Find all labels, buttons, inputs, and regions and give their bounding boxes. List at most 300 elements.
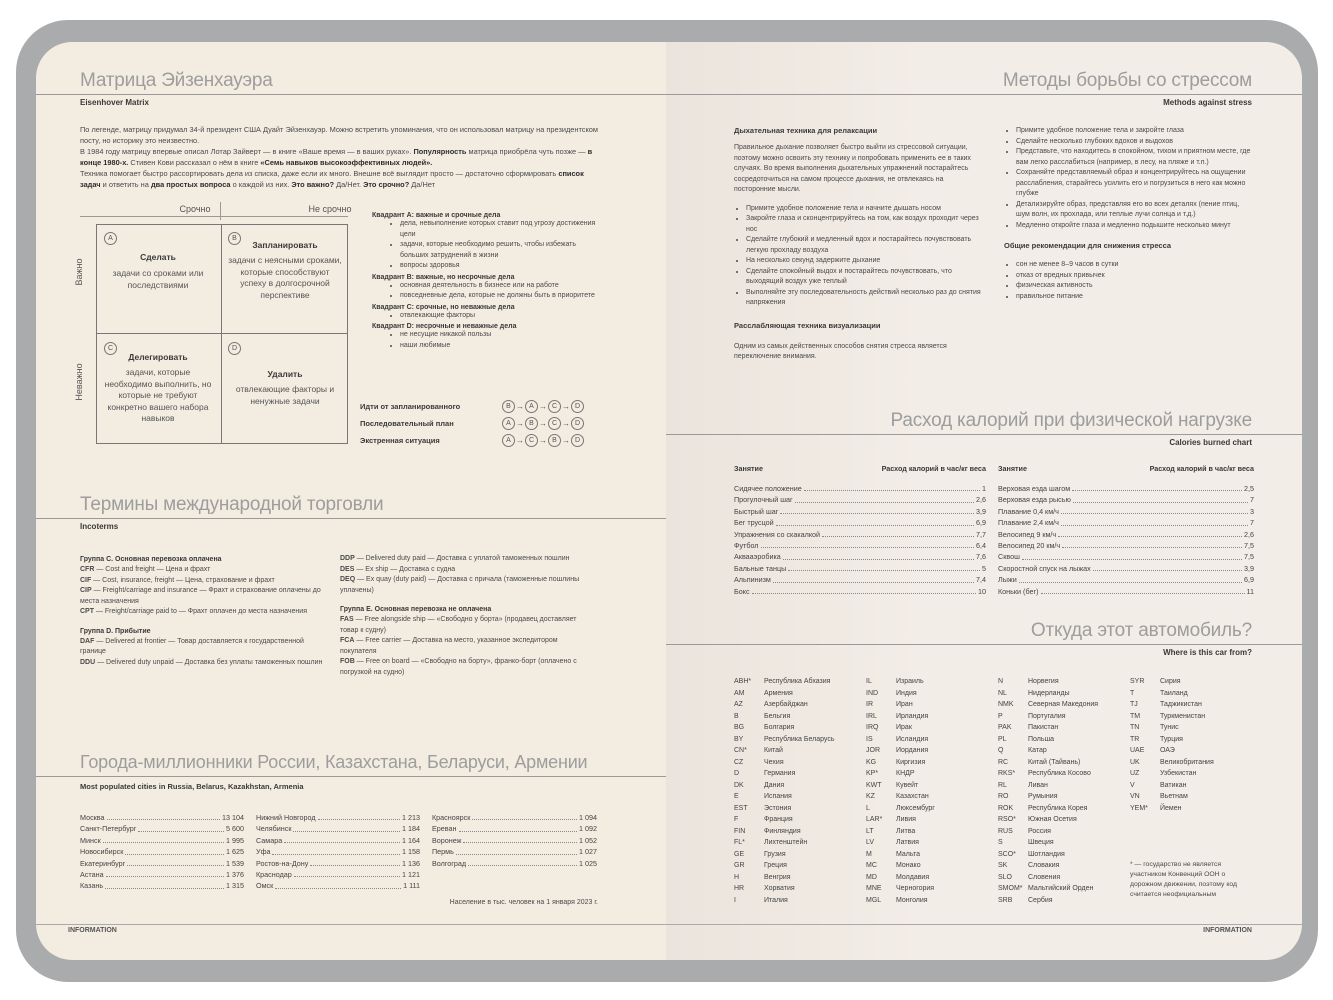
breath-steps [734,204,984,309]
country-name: Монако [896,862,921,869]
car-code-row [998,791,1132,803]
dot-leader [456,846,577,854]
car-code-row [866,895,996,907]
list-item: • На несколько секунд задержите дыхание [746,256,984,267]
dot-leader [1041,586,1245,594]
country-name: Азербайджан [764,701,808,708]
cities-title: Города-миллионники России, Казахстана, Беларуси, Армении [80,752,588,772]
country-name: Республика Корея [1028,804,1088,812]
activity-name: Упражнения со скакалкой [734,529,821,539]
dot-leader [468,858,577,866]
quadrant-marker: A [502,417,515,430]
list-item: • отказ от вредных привычек [1016,271,1254,282]
dot-leader [788,563,980,571]
car-code-row [1130,745,1260,757]
car-code-row [998,688,1132,700]
calories-col-value: Расход калорий в час/кг веса [1149,464,1254,473]
visual-title: Расслабляющая техника визуализации [734,320,881,330]
calories-title: Расход калорий при физической нагрузке [890,410,1252,431]
calories-rows-left [734,483,986,597]
general-title: Общие рекомендации для снижения стресса [1004,241,1172,250]
legend-list [372,330,602,351]
arrow-icon: → [516,436,524,445]
table-row [734,586,986,597]
incoterm-entry [80,658,326,669]
table-row [432,823,597,834]
general-recommendations [1004,260,1254,302]
dot-leader [780,506,974,514]
quadrant-marker: D [571,434,584,447]
country-name: Венгрия [764,873,791,881]
incoterm-entry [80,586,326,607]
car-code-row [734,803,864,815]
quadrant-b-marker: B [228,232,241,245]
calorie-value: 11 [1246,586,1254,596]
incoterm-code: CIP [80,587,92,594]
car-code-row [866,791,996,803]
incoterm-desc: — Ex quay (duty paid) — Доставка с причала (таможенные пошлины уплачены) [340,576,580,594]
country-name: Франция [764,816,793,823]
incoterm-desc: — Freight/carriage and insurance — Фрахт и страхование оплачены до места назначения [80,587,321,605]
city-population: 1 092 [579,824,597,834]
city-population: 1 158 [402,847,420,857]
car-code-row [866,814,996,826]
activity-name: Сидячее положение [734,484,802,493]
car-code-row [866,849,996,861]
table-row [998,586,1254,597]
table-row [80,869,244,880]
car-code: L [866,804,870,812]
incoterm-entry [80,565,326,576]
incoterm-code: DDU [80,658,96,666]
country-name: Молдавия [896,873,930,881]
dot-leader [783,551,974,559]
country-name: Латвия [896,839,919,846]
country-name: Литва [896,827,916,835]
car-code-row [1130,676,1260,688]
car-code: IND [866,689,879,697]
table-row [998,574,1254,585]
car-code: AM [734,689,745,697]
quadrant-c-title: Делегировать [128,352,188,362]
city-population: 1 025 [579,858,597,868]
activity-name: Быстрый шаг [734,506,779,516]
country-name: Таджикистан [1160,701,1202,708]
incoterm-code: CIF [80,576,92,584]
dot-leader [293,823,400,831]
city-name: Москва [80,813,105,822]
quadrant-marker: C [525,434,538,447]
col-urgent-label: Срочно [179,204,211,214]
activity-name: Верховая езда рысью [998,495,1071,505]
dot-leader [275,880,401,888]
cities-column-2 [256,812,420,892]
quadrant-marker: B [525,417,538,430]
sequence-order [502,434,584,447]
list-item: • Представьте, что находитесь в спокойном, тихом и приятном месте, где вам легко расслабиться (например, в лесу, на пляже и т.п.) [1016,147,1254,168]
country-name: Монголия [896,896,928,904]
list-item: • Детализируйте образ, представляя его во всех деталях (пение птиц, шум волн, их прохлада, или теплые лучи солнца и т.д.) [1016,200,1254,221]
title-rule [36,518,666,519]
dot-leader [1061,517,1248,525]
eisenhower-subtitle: Eisenhover Matrix [80,98,149,107]
calorie-value: 3,9 [1244,563,1254,573]
car-code-row [998,768,1132,780]
country-name: Россия [1028,827,1051,835]
car-code-row [998,803,1132,815]
car-code: B [734,712,739,720]
incoterm-desc: — Delivered at frontier — Товар доставляется к государственной границе [80,637,304,655]
legend-title: Квадрант C: срочные, но неважные дела [372,303,515,311]
arrow-icon: → [539,419,547,428]
cars-title: Откуда этот автомобиль? [1030,620,1252,641]
dot-leader [103,835,224,843]
car-code: Q [998,747,1004,754]
car-code: T [1130,689,1135,697]
car-code-row [998,837,1132,849]
country-name: Словакия [1028,862,1060,869]
city-population: 5 600 [226,824,244,834]
country-name: Ватикан [1160,781,1187,789]
country-name: Узбекистан [1160,770,1197,777]
country-name: Португалия [1028,712,1066,720]
car-code-row [866,780,996,792]
legend-list [372,281,602,302]
country-name: Китай [764,747,783,754]
quadrant-marker: A [525,400,538,413]
incoterm-desc: — Free alongside ship — «Свободно у борта» (продавец доставляет товар к судну) [340,616,577,634]
header-divider [220,202,221,220]
title-rule [36,776,666,777]
car-code: NMK [998,701,1014,708]
car-code: MGL [866,896,882,904]
arrow-icon: → [539,436,547,445]
city-population: 1 052 [579,835,597,845]
table-row [256,823,420,834]
calorie-value: 7,5 [1244,541,1254,551]
car-code-row [734,688,864,700]
car-code-row [734,676,864,688]
city-name: Санкт-Петербург [80,824,137,834]
matrix-h-divider [96,333,348,334]
country-name: Северная Македония [1028,701,1099,708]
calorie-value: 2,6 [976,495,986,505]
car-code: UAE [1130,747,1145,754]
incoterm-desc: — Cost, insurance, freight — Цена, страхование и фрахт [91,576,275,584]
car-code-row [866,745,996,757]
breath-title: Дыхательная техника для релаксации [734,126,878,135]
quadrant-marker: C [548,400,561,413]
dot-leader [459,823,578,831]
car-code-row [998,722,1132,734]
car-code: LT [866,827,874,835]
incoterm-desc: — Delivered duty unpaid — Доставка без уплаты таможенных пошлин [95,658,323,666]
dot-leader [138,823,224,831]
dot-leader [1022,551,1242,559]
car-code-row [734,814,864,826]
quadrant-d-marker: D [228,342,241,355]
dot-leader [310,858,400,866]
row-not-important-label: Неважно [74,363,84,401]
car-code-row [998,745,1132,757]
activity-name: Скоростной спуск на лыжах [998,563,1091,573]
table-row [998,517,1254,528]
sequence-row [360,415,600,432]
city-population: 1 094 [579,813,597,822]
legend-list [372,219,602,272]
country-name: Тунис [1160,724,1179,731]
car-code: P [998,712,1003,720]
dot-leader [284,835,400,843]
dot-leader [773,574,974,582]
sequence-label: Идти от запланированного [360,402,461,411]
calories-table-left [734,464,986,597]
calorie-value: 7,7 [976,529,986,539]
country-name: Мальтийский Орден [1028,885,1094,892]
cities-note: Население в тыс. человек на 1 января 2023 г. [449,899,598,906]
car-code-row [1130,791,1260,803]
country-name: Республика Косово [1028,770,1091,777]
dot-leader [1058,529,1242,537]
incoterm-desc: — Cost and freight — Цена и фрахт [94,566,211,573]
dot-leader [795,494,974,502]
car-code-row [866,803,996,815]
car-code-row [866,699,996,711]
car-code-row [866,722,996,734]
car-code: CZ [734,758,744,766]
city-name: Нижний Новгород [256,813,316,822]
breath-technique [734,126,984,363]
car-code: GR [734,862,745,869]
country-name: Хорватия [764,885,795,892]
footer-left-label: INFORMATION [68,927,117,934]
car-code-row [866,872,996,884]
city-name: Ростов-на-Дону [256,858,309,868]
car-code-row [866,860,996,872]
car-code-row [734,699,864,711]
car-codes-column-4 [1130,676,1260,814]
car-code-row [734,791,864,803]
list-item: • Медленно откройте глаза и медленно подышите несколько минут [1016,221,1254,232]
car-code: FIN [734,827,746,835]
country-name: Исландия [896,735,929,743]
quadrant-a-title: Сделать [140,252,176,262]
quadrant-legend [372,212,602,351]
dot-leader [1061,506,1248,514]
table-row [998,563,1254,574]
country-name: Бельгия [764,712,791,720]
incoterm-code: CFR [80,566,95,573]
car-code-row [998,814,1132,826]
car-code-row [1130,803,1260,815]
table-row [256,858,420,869]
table-row [256,835,420,846]
dot-leader [127,858,224,866]
legend-item: • основная деятельность в бизнесе или на работе [400,281,602,292]
car-code-row [734,734,864,746]
activity-name: Бальные танцы [734,563,787,573]
country-name: Шотландия [1028,850,1065,858]
city-population: 1 121 [402,870,420,880]
city-name: Минск [80,835,101,845]
table-row [734,494,986,505]
car-code-row [998,849,1132,861]
country-name: Черногория [896,885,935,892]
country-name: Польша [1028,735,1055,743]
dot-leader [804,483,980,491]
incoterm-code: FCA [340,637,355,644]
intro-paragraph-1: По легенде, матрицу придумал 34-й президент США Дуайт Эйзенхауэр. Можно встретить упоминания, что он использовал матрицу на президентском посту, но историку это неизвестно. [80,125,599,145]
stress-title: Методы борьбы со стрессом [1002,70,1252,91]
title-rule [36,94,666,95]
country-name: Республика Беларусь [764,735,835,743]
incoterm-group-title: Группа E. Основная перевозка не оплачена [340,606,492,613]
city-name: Астана [80,870,104,880]
car-code: H [734,873,740,881]
calorie-value: 7 [1250,518,1254,528]
car-code: IS [866,735,873,743]
country-name: Норвегия [1028,678,1059,685]
legend-item: • наши любимые [400,341,602,352]
incoterm-entry [80,576,326,587]
sequence-label: Экстренная ситуация [360,436,440,445]
car-code-row [734,849,864,861]
intro-paragraph-3: Техника помогает быстро рассортировать дела из списка, даже если их много. Внешне всё выглядит просто — достаточно сформировать список задач и ответить на два простых вопроса о каждой из них. Это важно? Да/Нет. Это срочно? Да/Нет [80,169,584,189]
car-code: M [866,850,872,858]
city-name: Пермь [432,847,454,857]
car-code-row [1130,688,1260,700]
footer-rule [666,924,1302,925]
calorie-value: 7,6 [976,552,986,562]
car-code: RO [998,793,1009,800]
activity-name: Коньки (бег) [998,586,1039,596]
left-page [36,42,666,960]
city-name: Уфа [256,847,271,857]
calorie-value: 2,5 [1244,484,1254,493]
activity-name: Верховая езда шагом [998,484,1071,493]
table-row [80,880,244,891]
incoterm-desc: — Delivered duty paid — Доставка с уплатой таможенных пошлин [354,555,570,562]
visual-steps [1004,126,1254,231]
incoterm-entry [340,636,586,657]
row-important-label: Важно [74,258,84,286]
country-name: Иордания [896,747,929,754]
car-code: MC [866,862,877,869]
country-name: Финляндия [764,827,801,835]
cities-subtitle: Most populated cities in Russia, Belarus, Kazakhstan, Armenia [80,782,304,791]
activity-name: Лыжи [998,575,1017,585]
country-name: Люксембург [896,804,935,812]
car-code: MD [866,873,877,881]
car-codes-column-3 [998,676,1132,906]
quadrant-marker: D [571,400,584,413]
car-code-row [866,826,996,838]
country-name: Туркменистан [1160,712,1206,720]
dot-leader [1019,574,1242,582]
dot-leader [105,880,224,888]
car-code: BY [734,735,744,743]
footer-rule [36,924,666,925]
table-row [432,812,597,823]
sequence-row [360,432,600,449]
city-population: 1 539 [226,858,244,868]
list-item: • правильное питание [1016,292,1254,303]
quadrant-c-marker: C [104,342,117,355]
dot-leader [822,529,974,537]
car-code: SK [998,862,1008,869]
table-row [80,823,244,834]
cars-note: * — государство не является участником Конвенций ООН о дорожном движении, поэтому код считается неофициальным [1130,861,1237,898]
quadrant-marker: A [502,434,515,447]
car-code-row [998,883,1132,895]
car-code: RSO* [998,816,1016,823]
car-code: SYR [1130,678,1145,685]
country-name: Чехия [764,758,784,766]
legend-list [372,311,602,322]
priority-sequences [360,398,600,449]
col-not-urgent-label: Не срочно [308,204,352,214]
car-code-row [998,860,1132,872]
arrow-icon: → [562,402,570,411]
car-code-row [866,676,996,688]
city-name: Ереван [432,824,457,834]
car-code: RL [998,781,1007,789]
country-name: Великобритания [1160,758,1214,766]
car-code: TM [1130,712,1141,720]
car-code-row [998,734,1132,746]
country-name: Грузия [764,850,786,858]
calorie-value: 6,4 [976,541,986,551]
car-code-row [998,872,1132,884]
dot-leader [752,586,976,594]
sequence-order [502,417,584,430]
legend-item: • задачи, которые необходимо решить, чтобы избежать больших затруднений в жизни [400,240,602,261]
incoterm-desc: — Free carrier — Доставка на место, указанное экспедитором покупателя [340,637,558,655]
dot-leader [761,540,975,548]
car-code: KWT [866,781,882,789]
activity-name: Плавание 2,4 км/ч [998,518,1059,528]
cars-subtitle: Where is this car from? [1163,648,1252,657]
incoterm-entry [340,615,586,636]
car-code: MNE [866,885,882,892]
car-code: RUS [998,827,1013,835]
calorie-value: 7,5 [1244,552,1254,562]
table-row [80,835,244,846]
car-code: KZ [866,793,875,800]
car-code: JOR [866,747,880,754]
car-code: VN [1130,793,1140,800]
arrow-icon: → [516,402,524,411]
car-code: N [998,678,1004,685]
table-row [734,529,986,540]
car-code-row [734,860,864,872]
sequence-row [360,398,600,415]
stress-subtitle: Methods against stress [1163,98,1252,107]
car-code: RKS* [998,770,1016,777]
breath-text: Правильное дыхание позволяет быстро выйти из стрессовой ситуации, поэтому можно освоить эту технику и попробовать применить ее в таких случаях. Во время выполнения дыхательных упражнений постарайтесь сосредоточиться на самом процессе дыхания, не отвлекаясь на посторонние мысли. [734,144,971,193]
matrix-v-divider [221,224,222,444]
table-row [734,517,986,528]
calorie-value: 7 [1250,495,1254,505]
header-line [80,216,348,217]
car-code-row [734,768,864,780]
incoterm-code: DDP [340,555,355,562]
car-code: PL [998,735,1007,743]
car-code-row [1130,711,1260,723]
incoterm-code: CPT [80,608,94,615]
activity-name: Альпинизм [734,575,771,585]
car-code: V [1130,781,1135,789]
